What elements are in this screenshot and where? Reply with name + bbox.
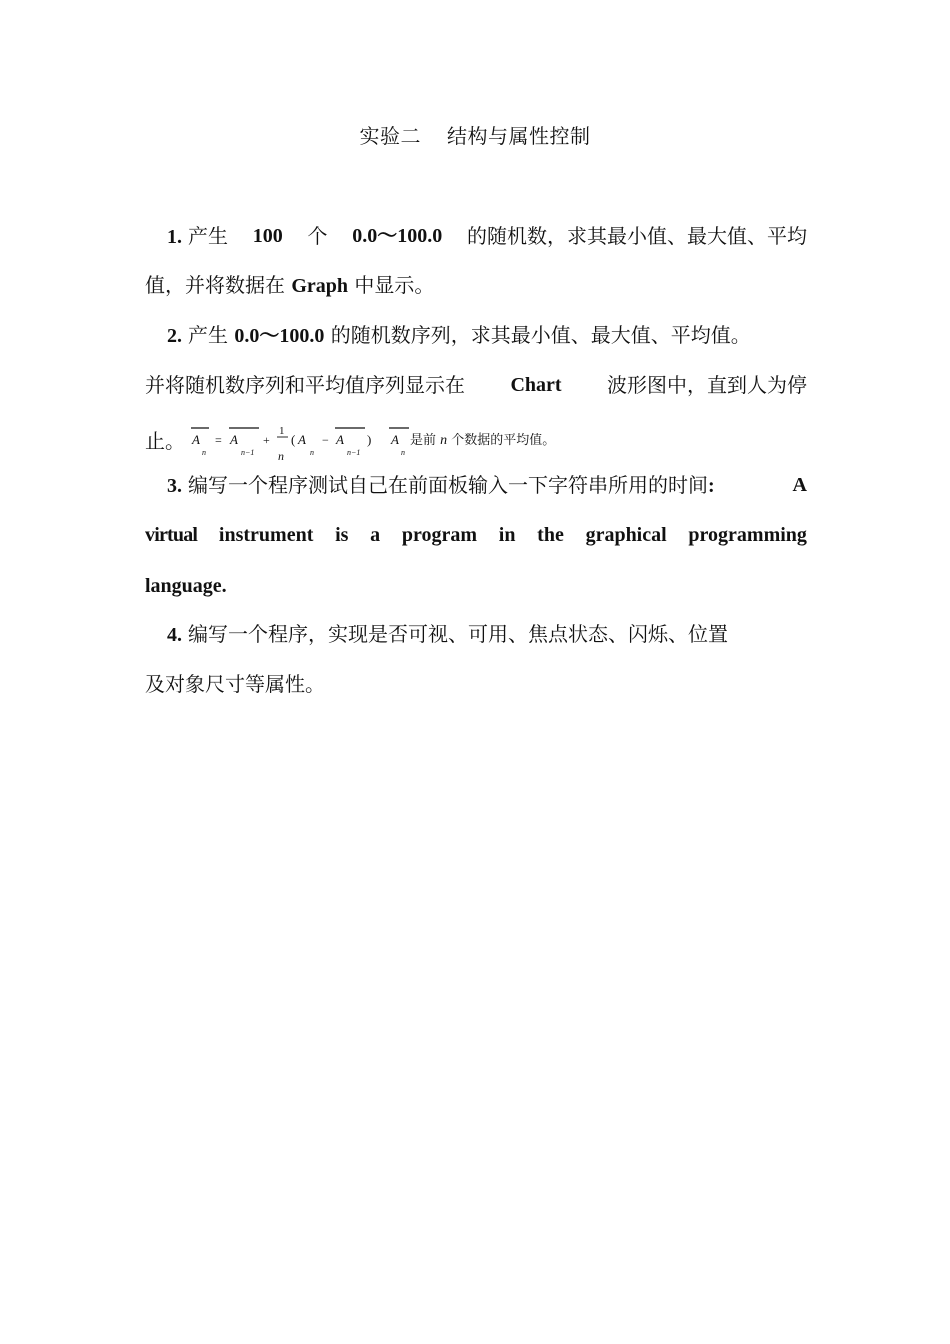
svg-text:n: n xyxy=(278,449,284,463)
title-part-2: 结构与属性控制 xyxy=(447,124,591,148)
svg-text:n−1: n−1 xyxy=(241,448,255,457)
svg-text:+: + xyxy=(263,433,270,447)
svg-text:−: − xyxy=(322,433,329,447)
svg-text:A: A xyxy=(391,432,399,447)
title-part-1: 实验二 xyxy=(359,124,421,148)
svg-text:n: n xyxy=(202,448,206,457)
svg-text:A: A xyxy=(336,432,344,447)
exercise-2-line-3: 止。 xyxy=(145,429,185,453)
exercise-2-number: 2. xyxy=(167,325,182,347)
svg-text:n: n xyxy=(401,448,405,457)
exercise-1-line-1: 1. 产生 100 个 0.0～100.0 的随机数，求其最小值、最大值、平均 xyxy=(167,224,807,248)
formula-caption: 是前 n 个数据的平均值。 xyxy=(410,433,556,448)
svg-text:=: = xyxy=(215,433,222,447)
exercise-1-line-2: 值，并将数据在 Graph 中显示。 xyxy=(145,273,435,297)
svg-text:A: A xyxy=(230,432,238,447)
exercise-3-line-2: virtual instrument is a program in the graphical programming xyxy=(145,524,807,546)
page-title xyxy=(0,120,950,149)
svg-text:(: ( xyxy=(291,432,296,447)
svg-text:): ) xyxy=(367,432,372,447)
svg-text:n−1: n−1 xyxy=(347,448,361,457)
exercise-2-line-2: 并将随机数序列和平均值序列显示在 Chart 波形图中，直到人为停 xyxy=(145,373,807,397)
svg-text:1: 1 xyxy=(279,425,285,437)
exercise-4-line-1: 4. 编写一个程序，实现是否可视、可用、焦点状态、闪烁、位置 xyxy=(167,622,728,646)
exercise-3-number: 3. xyxy=(167,475,182,497)
average-formula xyxy=(145,422,745,462)
exercise-3-line-1: 3. 编写一个程序测试自己在前面板输入一下字符串所用的时间: A xyxy=(167,473,807,497)
exercise-1-number: 1. xyxy=(167,226,182,248)
svg-text:A: A xyxy=(298,432,306,447)
svg-text:n: n xyxy=(310,448,314,457)
exercise-2-line-1: 2. 产生 0.0～100.0 的随机数序列，求其最小值、最大值、平均值。 xyxy=(167,323,751,347)
exercise-4-line-2: 及对象尺寸等属性。 xyxy=(145,672,325,696)
svg-text:A: A xyxy=(192,432,200,447)
exercise-4-number: 4. xyxy=(167,624,182,646)
exercise-3-line-3: language. xyxy=(145,575,227,597)
